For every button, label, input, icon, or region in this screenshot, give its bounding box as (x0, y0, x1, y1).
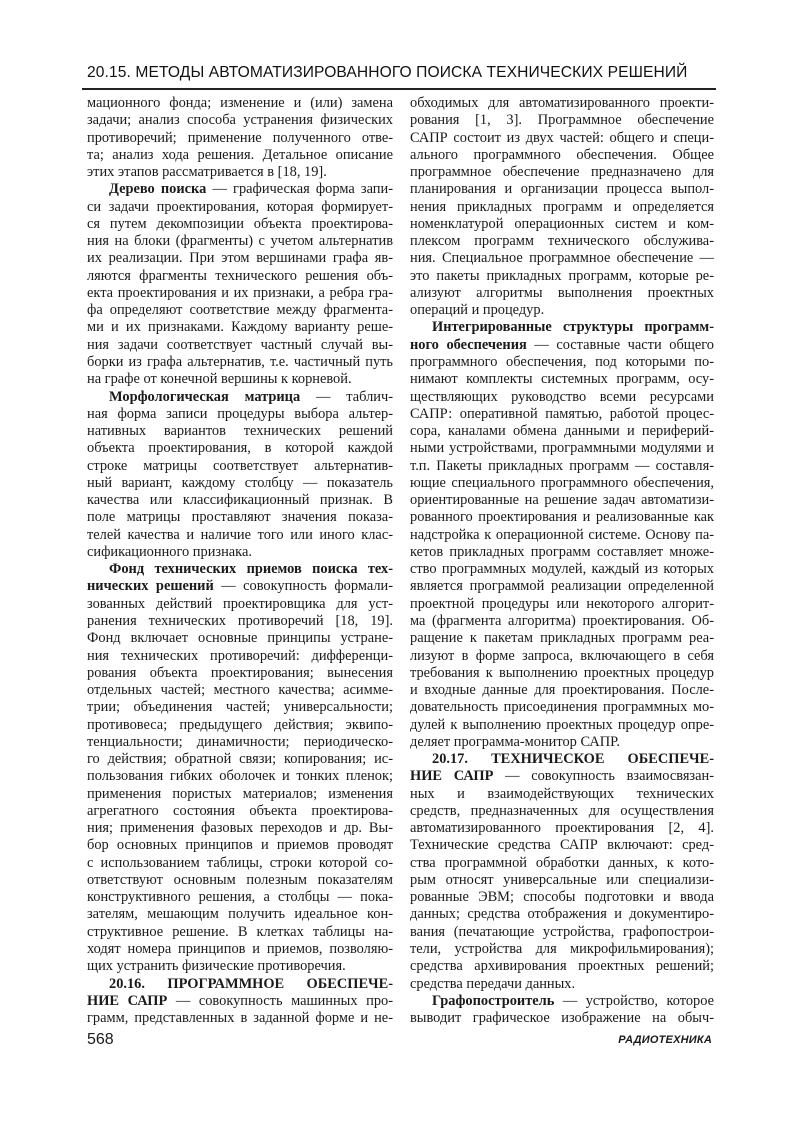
text-line: ся путем декомпозиции объекта проектирова- (87, 215, 393, 232)
definition-text: — таблич- (300, 388, 393, 405)
page-number: 568 (87, 1031, 114, 1048)
text-line: номенклатурой операционных систем и ком- (410, 215, 714, 232)
text-line: противовеса; предыдущего действия; эквипо- (87, 716, 393, 733)
text-line: вания (печатающие устройства, графопострои- (410, 923, 714, 940)
term-heading: 20.16. ПРОГРАММНОЕ ОБЕСПЕЧЕ- (109, 975, 393, 992)
text-line: нения прикладных программ и определяется (410, 198, 714, 215)
text-line: деляет программа-монитор САПР. (410, 733, 620, 750)
text-line: кетов прикладных программ составляет множе- (410, 543, 714, 560)
paragraph (87, 181, 393, 388)
text-line: ориентированные на решение задач автоматизи- (410, 492, 714, 509)
text-line: дулей к выполнению проектных процедур опре- (410, 716, 714, 733)
text-line: ния на блоки (фрагменты) с учетом альтернатив (87, 233, 393, 250)
running-header: 20.15. МЕТОДЫ АВТОМАТИЗИРОВАННОГО ПОИСКА ТЕХНИЧЕСКИХ РЕШЕНИЙ (87, 64, 688, 81)
paragraph (87, 389, 393, 562)
text-line: качества или классификационный признак. В (87, 492, 393, 509)
text-line: бор основных принципов и приемов проводят (87, 837, 393, 854)
term-heading: Дерево поиска (109, 181, 207, 198)
text-line: выводит графическое изображение на обыч- (410, 1010, 714, 1027)
text-line: борки из графа альтернатив, т.е. частичный путь (87, 353, 393, 370)
paragraph (87, 561, 393, 975)
text-line: САПР: оперативной памятью, работой процес- (410, 405, 714, 422)
text-line: программное обеспечение предназначено для (410, 164, 714, 181)
text-line: применения пористых материалов; изменения (87, 785, 393, 802)
text-line: поле матрицы проставляют значения показа- (87, 509, 393, 526)
term-heading: НИЕ САПР (87, 992, 168, 1009)
text-line: нимают комплекты системных программ, осу- (410, 371, 714, 388)
text-line: ная форма записи процедуры выбора альтер- (87, 405, 393, 422)
text-line: ранения технических противоречий [18, 19]. (87, 612, 393, 629)
text-line: ния. Специальное программное обеспечение — (410, 250, 714, 267)
text-line: нативных вариантов технических решений (87, 423, 393, 440)
text-line: ляются фрагменты технического решения объ- (87, 267, 393, 284)
text-line: противоречий; применение полученного отве- (87, 129, 393, 146)
text-line: тенциальности; динамичности; периодическо- (87, 733, 393, 750)
paragraph (410, 95, 714, 319)
definition-text: — совокупность формали- (213, 578, 394, 595)
text-line: ществляющих руководство всеми ресурсами (410, 388, 714, 405)
text-line: этих этапов рассматривается в [18, 19]. (87, 164, 327, 181)
text-line: ального программного обеспечения. Общее (410, 146, 714, 163)
paragraph (410, 751, 714, 993)
text-line: тели, устройства для микрофильмирования); (410, 941, 714, 958)
text-line: т.п. Пакеты прикладных программ — составля- (410, 457, 714, 474)
text-line: зованных действий проектировщика для уст- (87, 595, 393, 612)
text-line: ния задачи соответствует частный случай вы- (87, 336, 393, 353)
text-line: на графе от конечной вершины к корневой. (87, 371, 352, 388)
text-line: рованного проектирования и реализованные как (410, 509, 714, 526)
paragraph (87, 976, 393, 1028)
header-rule (82, 88, 716, 90)
text-line: плексом программ технического обслужива- (410, 233, 714, 250)
text-line: и входные данные для проектирования. После- (410, 682, 714, 699)
text-line (410, 337, 714, 354)
text-line (410, 993, 714, 1010)
text-line: грамм, представленных в заданной форме и не- (87, 1010, 393, 1027)
text-line: трии; объединения частей; универсальности; (87, 699, 393, 716)
text-line: сификационного признака. (87, 543, 252, 560)
text-line: надстройка к операционной системе. Основу па- (410, 526, 714, 543)
text-line (410, 768, 714, 785)
text-line (87, 561, 393, 578)
text-line: ходят номера принципов и приемов, позволяю- (87, 941, 393, 958)
text-line (87, 181, 393, 198)
text-line: планирования и организации процесса выпол- (410, 181, 714, 198)
text-line: проектной процедуры или некоторого алгорит- (410, 595, 714, 612)
text-line: ный вариант, каждому столбцу — показатель (87, 474, 393, 491)
term-heading: Интегрированные структуры программ- (432, 319, 714, 336)
text-line: данных; средства отображения и документиро- (410, 906, 714, 923)
definition-text: — составные части общего (526, 336, 714, 353)
text-line: рования [1, 3]. Программное обеспечение (410, 112, 714, 129)
term-heading: 20.17. ТЕХНИЧЕСКОЕ ОБЕСПЕЧЕ- (432, 751, 714, 768)
text-line: телей качества и наличие того или иного клас- (87, 526, 393, 543)
text-line: САПР состоит из двух частей: общего и специ- (410, 129, 714, 146)
text-line: ния; применения фазовых переходов и др. Вы- (87, 820, 393, 837)
text-line: отдельных частей; местного качества; асимме- (87, 682, 393, 699)
text-line: их реализации. При этом вершинами графа яв- (87, 250, 393, 267)
term-heading: нических решений (87, 578, 214, 595)
text-line: средства архивирования проектных решений; (410, 958, 714, 975)
term-heading: Графопостроитель (432, 992, 555, 1009)
text-line: ющие специального программного обеспечения, (410, 474, 714, 491)
text-line: фа определяют соответствие между фрагмента- (87, 302, 393, 319)
text-line: обходимых для автоматизированного проекти- (410, 95, 714, 111)
term-heading: Морфологическая матрица (109, 388, 301, 405)
journal-name: РАДИОТЕХНИКА (618, 1034, 712, 1046)
text-line: сора, каналами обмена данными и периферий- (410, 423, 714, 440)
text-line: является программой реализации определенной (410, 578, 714, 595)
text-line: рования объекта проектирования; вынесения (87, 664, 393, 681)
left-column (87, 95, 393, 1027)
term-heading: Фонд технических приемов поиска тех- (109, 561, 393, 578)
text-line: ных и взаимодействующих технических (410, 785, 714, 802)
text-line: операций и процедур. (410, 302, 545, 319)
term-heading: ного обеспечения (410, 336, 527, 353)
text-line: автоматизированного проектирования [2, 4]. (410, 820, 714, 837)
text-line: задачи; анализ способа устранения физических (87, 112, 393, 129)
text-line: рым относят универсальные или специализи- (410, 871, 714, 888)
text-line: си задачи проектирования, которая формирует- (87, 198, 393, 215)
text-line: ния технических противоречий: дифференци- (87, 647, 393, 664)
definition-text: — совокупность машинных про- (167, 992, 394, 1009)
text-line: та; анализ хода решения. Детальное описание (87, 146, 393, 163)
text-line (87, 578, 393, 595)
text-line: ма (фрагмента алгоритма) проектирования. Об- (410, 612, 714, 629)
text-line: агрегатного состояния объекта проектирова- (87, 802, 393, 819)
text-line (410, 319, 714, 336)
text-line (410, 751, 714, 768)
text-line: зателям, мешающим получить идеальное кон- (87, 906, 393, 923)
text-line: екта проектирования и их признаки, а ребра гра- (87, 284, 393, 301)
definition-text: — графическая форма запи- (206, 181, 393, 198)
text-line: программного обеспечения, под которыми по- (410, 353, 714, 370)
text-line (87, 993, 393, 1010)
paragraph (410, 993, 714, 1028)
text-line: средства передачи данных. (410, 975, 576, 992)
text-line: конструктивного решения, а столбцы — пока- (87, 889, 393, 906)
text-line: ными устройствами, программными модулями и (410, 440, 714, 457)
text-line (87, 389, 393, 406)
right-column (410, 95, 714, 1027)
text-line: структивное решение. В клетках таблицы на- (87, 923, 393, 940)
definition-text: — совокупность взаимосвязан- (493, 768, 714, 785)
definition-text: — устройство, которое (554, 992, 714, 1009)
text-line: требования к выполнению проектных процедур (410, 664, 714, 681)
text-line: Фонд включает основные принципы устране- (87, 630, 393, 647)
text-line: ми и их признаками. Каждому варианту реше- (87, 319, 393, 336)
paragraph (410, 319, 714, 751)
text-line: рованные ЭВМ; способы подготовки и ввода (410, 889, 714, 906)
text-line (87, 976, 393, 993)
text-line: объекта проектирования, в которой каждой (87, 440, 393, 457)
text-line: довательность присоединения программных мо- (410, 699, 714, 716)
text-line: ализуют алгоритмы выполнения проектных (410, 284, 714, 301)
text-line: го действия; обратной связи; копирования; ис- (87, 751, 393, 768)
text-line: с использованием таблицы, строки которой со- (87, 854, 393, 871)
text-line: лизуют в форме запроса, включающего в себя (410, 647, 714, 664)
text-line: щих устранить физические противоречия. (87, 958, 346, 975)
text-line: ответствуют основным полезным показателям (87, 871, 393, 888)
term-heading: НИЕ САПР (410, 768, 494, 785)
text-line: средств, предназначенных для осуществления (410, 802, 714, 819)
text-line: мационного фонда; изменение и (или) замена (87, 95, 393, 111)
paragraph (87, 95, 393, 181)
text-line: строке матрицы соответствует альтернатив- (87, 457, 393, 474)
text-line: ства программной обработки данных, к кото- (410, 854, 714, 871)
text-line: ращение к пакетам прикладных программ реа- (410, 630, 714, 647)
text-line: это пакеты прикладных программ, которые ре- (410, 267, 714, 284)
text-line: пользования гибких оболочек и тонких пленок; (87, 768, 393, 785)
text-line: Технические средства САПР включают: сред- (410, 837, 714, 854)
text-line: ство программных модулей, каждый из которых (410, 561, 714, 578)
